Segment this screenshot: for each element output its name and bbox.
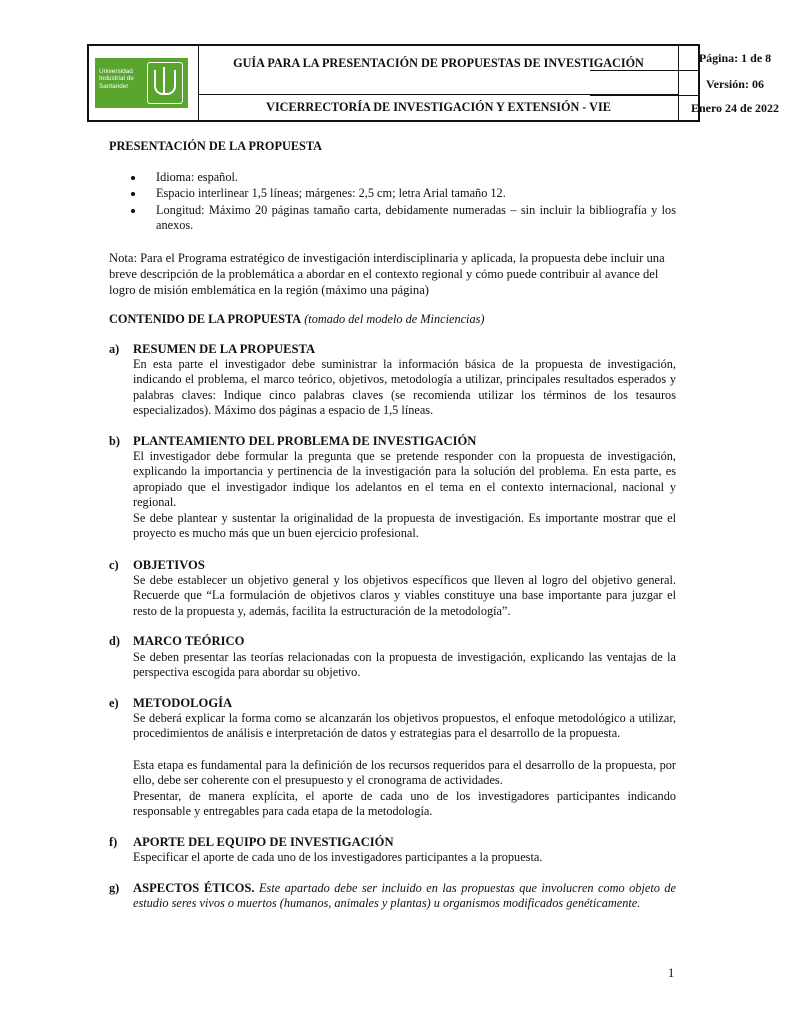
section-text: El investigador debe formular la pregunta que se pretende responder con la propuesta de investigación, explicando la importancia y pertinencia de la investigación para la solución del problema. En esta parte, es apropiado que el investigador indique los adelantos en el tema en el contexto internacional, nacional y regional. (133, 449, 676, 510)
contenido-note: (tomado del modelo de Minciencias) (304, 312, 485, 326)
header-table (87, 44, 780, 122)
logo-line-3: Santander (99, 82, 129, 90)
section-title: PLANTEAMIENTO DEL PROBLEMA DE INVESTIGACIÓN (133, 434, 477, 448)
section-letter: g) (109, 881, 120, 895)
section-text: Se deberá explicar la forma como se alcanzarán los objetivos propuestos, el enfoque metodológico a utilizar, procedimientos de análisis e interpretación de datos y estrategias para el desarrollo de la propuesta. (133, 711, 676, 741)
section-text: Presentar, de manera explícita, el aporte de cada uno de los investigadores participantes indicando responsable y entregables para cada etapa de la metodología. (133, 789, 676, 819)
section-letter: b) (109, 434, 120, 448)
bullet-icon (131, 209, 135, 213)
section-text: Especificar el aporte de cada uno de los investigadores participantes a la propuesta. (133, 850, 543, 864)
date-label: Enero 24 de 2022 (690, 101, 780, 115)
document-title: GUÍA PARA LA PRESENTACIÓN DE PROPUESTAS DE INVESTIGACIÓN (233, 56, 644, 70)
section-title: MARCO TEÓRICO (133, 634, 245, 648)
page-count: Página: 1 de 8 (698, 51, 772, 65)
version-label: Versión: 06 (706, 77, 764, 91)
section-title: RESUMEN DE LA PROPUESTA (133, 342, 316, 356)
section-letter: a) (109, 342, 120, 356)
bullet-text: Idioma: español. (156, 170, 238, 184)
section-letter: e) (109, 696, 119, 710)
section-text: Este apartado debe ser incluido en las propuestas que involucren como objeto de estudio seres vivos o muertos (humanos, animales y plantas) u organismos modificados genéticamente. (133, 881, 676, 911)
bullet-text: Longitud: Máximo 20 páginas tamaño carta, debidamente numeradas – sin incluir la bibliografía y los anexos. (156, 203, 676, 233)
section-text: En esta parte el investigador debe suministrar la información básica de la propuesta de investigación, indicando el problema, el marco teórico, objetivos, metodología a utilizar, principales resultados esperados y palabras claves: Indique cinco palabras claves (se recomienda utilizar los términos de los tesauros especializados). Máximo dos páginas a espacio de 1,5 líneas. (133, 357, 676, 418)
logo-line-2: Industrial de (99, 75, 134, 83)
document-subtitle: VICERRECTORÍA DE INVESTIGACIÓN Y EXTENSIÓN - VIE (266, 100, 611, 114)
page-number: 1 (668, 966, 675, 980)
bullet-icon (131, 176, 135, 180)
section-text: Se deben presentar las teorías relacionadas con la propuesta de investigación, explicando las ventajas de la perspectiva escogida para abordar su objetivo. (133, 650, 676, 680)
section-title: OBJETIVOS (133, 558, 205, 572)
contenido-title: CONTENIDO DE LA PROPUESTA (109, 312, 302, 326)
contenido-heading (109, 312, 677, 327)
intro-note: Nota: Para el Programa estratégico de investigación interdisciplinaria y aplicada, la propuesta debe incluir una breve descripción de la problemática a abordar en el contexto regional y cómo puede contribuir al avance del logro de misión emblemática en la región (máximo una página) (109, 251, 665, 297)
section-letter: c) (109, 558, 119, 572)
logo-text (99, 68, 143, 90)
section-letter: d) (109, 634, 120, 648)
bullet-text: Espacio interlinear 1,5 líneas; márgenes: 2,5 cm; letra Arial tamaño 12. (156, 186, 506, 200)
section-text: Esta etapa es fundamental para la definición de los recursos requeridos para el desarrollo de la propuesta, por ello, debe ser coherente con el presupuesto y el cronograma de actividades. (133, 758, 676, 788)
bullet-item (131, 186, 676, 201)
bullet-item (131, 170, 676, 185)
section-text: Se debe establecer un objetivo general y los objetivos específicos que lleven al logro del objetivo general. Recuerde que “La formulación de objetivos claros y viables constituye una base importante para juzgar el resto de la propuesta y, además, facilita la estructuración de la metodología”. (133, 573, 676, 618)
bullet-item (131, 203, 676, 234)
section-text: Se debe plantear y sustentar la originalidad de la propuesta de investigación. Es importante mostrar que el proyecto es mucho más que un buen ejercicio profesional. (133, 511, 676, 541)
intro-heading: PRESENTACIÓN DE LA PROPUESTA (109, 139, 323, 153)
uis-logo (95, 58, 188, 108)
logo-line-1: Universidad (99, 68, 133, 75)
section-letter: f) (109, 835, 118, 849)
subtitle-cell (198, 95, 679, 120)
bullet-icon (131, 192, 135, 196)
logo-cell (89, 46, 199, 120)
section-title: ASPECTOS ÉTICOS. (133, 881, 255, 895)
uis-emblem-icon (147, 62, 183, 104)
section-g-paragraph (133, 881, 676, 912)
section-title: METODOLOGÍA (133, 696, 233, 710)
section-title: APORTE DEL EQUIPO DE INVESTIGACIÓN (133, 835, 394, 849)
